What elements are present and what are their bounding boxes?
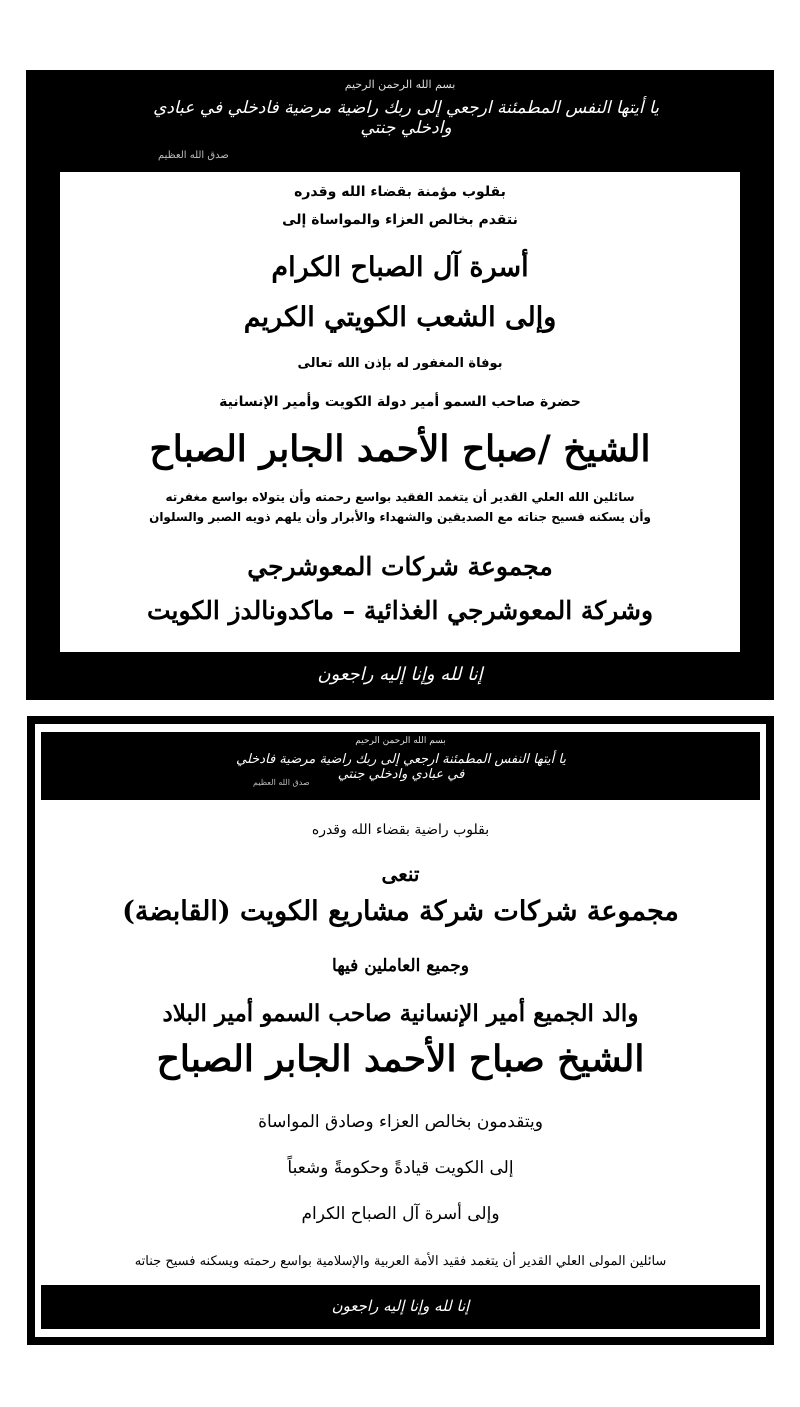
condolence-ad-almousharji: [26, 70, 774, 700]
recipients-line: إلى الكويت قيادةً وحكومةً وشعباً: [287, 1158, 514, 1178]
footer-banner: [26, 654, 774, 700]
company-list: وشركة المعوشرجي الغذائية – ماكدونالدز الكويت: [146, 596, 654, 625]
ad-body: [60, 172, 740, 652]
quran-verse: يا أيتها النفس المطمئنة ارجعي إلى ربك راضية مرضية فادخلي في عبادي وادخلي جنتي: [153, 98, 659, 138]
verse-source: صدق الله العظيم: [253, 778, 310, 787]
basmala: بسم الله الرحمن الرحيم: [355, 736, 446, 746]
prayer-line: سائلين المولى العلي القدير أن يتغمد فقيد الأمة العربية والإسلامية بواسع رحمته ويسكنه فسيح جناته: [134, 1254, 667, 1269]
deceased-intro: بوفاة المغفور له بإذن الله تعالى: [297, 356, 503, 371]
footer-verse: إنا لله وإنا إليه راجعون: [331, 1297, 470, 1315]
company-name: مجموعة شركات شركة مشاريع الكويت (القابضة): [122, 896, 679, 927]
family-name: أسرة آل الصباح الكرام: [271, 252, 529, 283]
deceased-title: حضرة صاحب السمو أمير دولة الكويت وأمير الإنسانية: [219, 394, 581, 410]
condolence-line: نتقدم بخالص العزاء والمواساة إلى: [282, 212, 518, 228]
verse-source: صدق الله العظيم: [158, 150, 229, 161]
footer-verse: إنا لله وإنا إليه راجعون: [317, 664, 483, 685]
quran-verse-banner: [41, 732, 760, 800]
footer-banner: [41, 1285, 760, 1329]
quran-verse: يا أيتها النفس المطمئنة ارجعي إلى ربك راضية مرضية فادخلي في عبادي وادخلي جنتي: [236, 752, 566, 782]
family-line: وإلى أسرة آل الصباح الكرام: [301, 1204, 500, 1224]
deceased-name: الشيخ /صباح الأحمد الجابر الصباح: [149, 428, 651, 470]
deceased-name: الشيخ صباح الأحمد الجابر الصباح: [156, 1038, 645, 1080]
prayer-line-2: وأن يسكنه فسيح جناته مع الصديقين والشهداء والأبرار وأن يلهم ذويه الصبر والسلوان: [149, 510, 651, 524]
deceased-title: والد الجميع أمير الإنسانية صاحب السمو أمير البلاد: [162, 1000, 639, 1027]
opening-line: بقلوب راضية بقضاء الله وقدره: [311, 822, 490, 838]
company-group: مجموعة شركات المعوشرجي: [247, 552, 553, 581]
people-line: وإلى الشعب الكويتي الكريم: [243, 302, 557, 333]
basmala: بسم الله الرحمن الرحيم: [344, 78, 456, 91]
condolence-ad-kipco: [27, 716, 774, 1345]
announce-word: تنعى: [381, 862, 420, 886]
condolence-line: ويتقدمون بخالص العزاء وصادق المواساة: [258, 1112, 543, 1132]
opening-line: بقلوب مؤمنة بقضاء الله وقدره: [294, 184, 506, 200]
employees-line: وجميع العاملين فيها: [332, 956, 469, 976]
prayer-line-1: سائلين الله العلي القدير أن يتغمد الفقيد بواسع رحمته وأن يتولاه بواسع مغفرته: [165, 490, 635, 504]
